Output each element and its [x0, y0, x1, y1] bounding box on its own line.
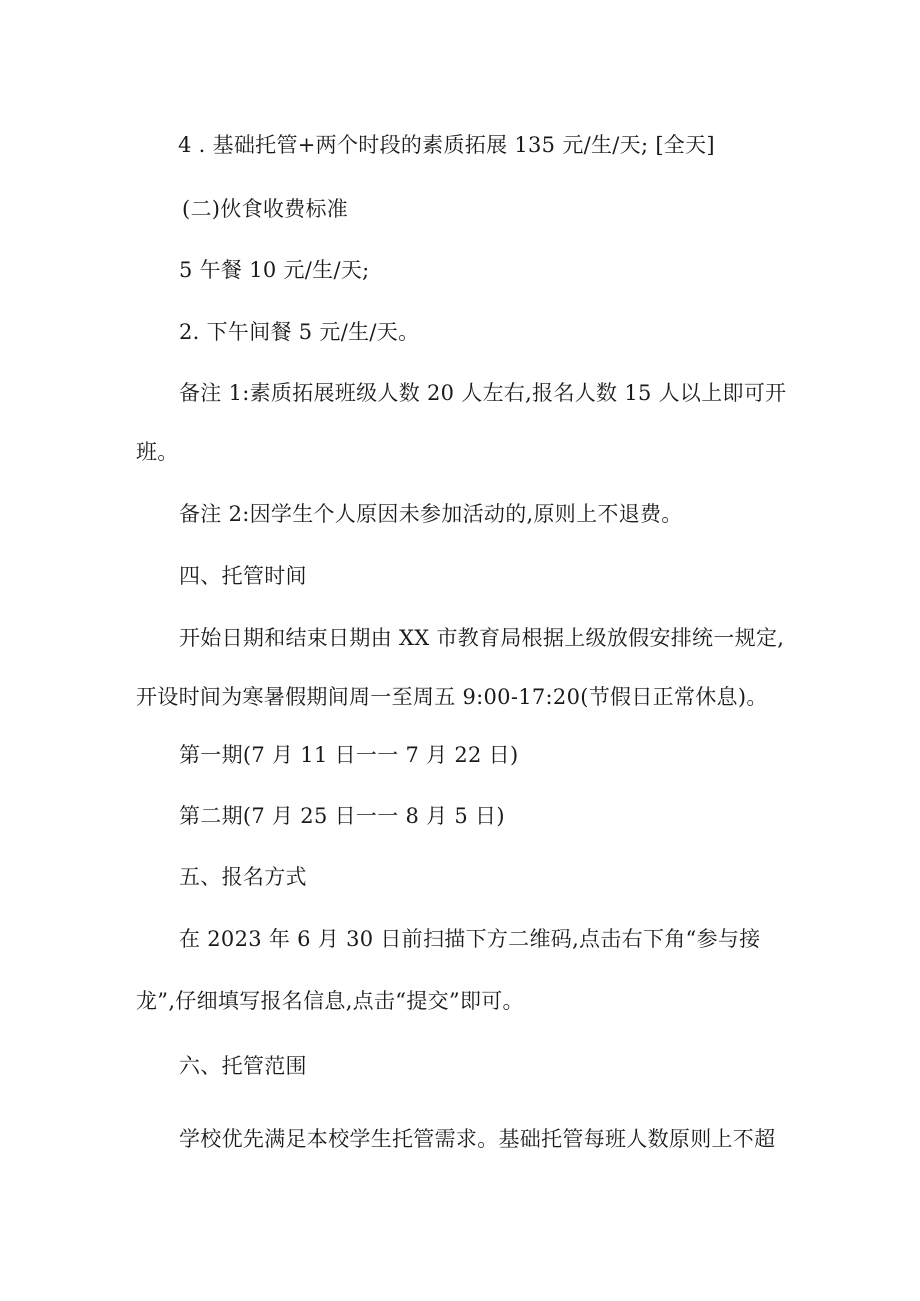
- note-1-line-2: 班。: [136, 440, 179, 464]
- section-6-heading: 六、托管范围: [179, 1054, 307, 1078]
- session-2: 第二期(7 月 25 日一一 8 月 5 日): [179, 804, 505, 828]
- note-2: 备注 2:因学生个人原因未参加活动的,原则上不退费。: [179, 502, 683, 526]
- session-1: 第一期(7 月 11 日一一 7 月 22 日): [179, 743, 519, 767]
- item-4-fee-full-day: 4 . 基础托管+两个时段的素质拓展 135 元/生/天; [全天]: [178, 133, 715, 157]
- schedule-paragraph-line-1: 开始日期和结束日期由 XX 市教育局根据上级放假安排统一规定,: [179, 626, 785, 650]
- section-meal-fee-heading: (二)伙食收费标准: [182, 197, 349, 221]
- item-afternoon-snack-fee: 2. 下午间餐 5 元/生/天。: [179, 320, 420, 344]
- scope-paragraph-line-1: 学校优先满足本校学生托管需求。基础托管每班人数原则上不超: [179, 1127, 776, 1151]
- item-lunch-fee: 5 午餐 10 元/生/天;: [179, 258, 370, 282]
- section-5-heading: 五、报名方式: [179, 865, 307, 889]
- schedule-paragraph-line-2: 开设时间为寒暑假期间周一至周五 9:00-17:20(节假日正常休息)。: [136, 685, 768, 709]
- registration-paragraph-line-2: 龙”,仔细填写报名信息,点击“提交”即可。: [136, 989, 524, 1013]
- note-1-line-1: 备注 1:素质拓展班级人数 20 人左右,报名人数 15 人以上即可开: [179, 381, 787, 405]
- registration-paragraph-line-1: 在 2023 年 6 月 30 日前扫描下方二维码,点击右下角“参与接: [179, 927, 761, 951]
- section-4-heading: 四、托管时间: [179, 564, 307, 588]
